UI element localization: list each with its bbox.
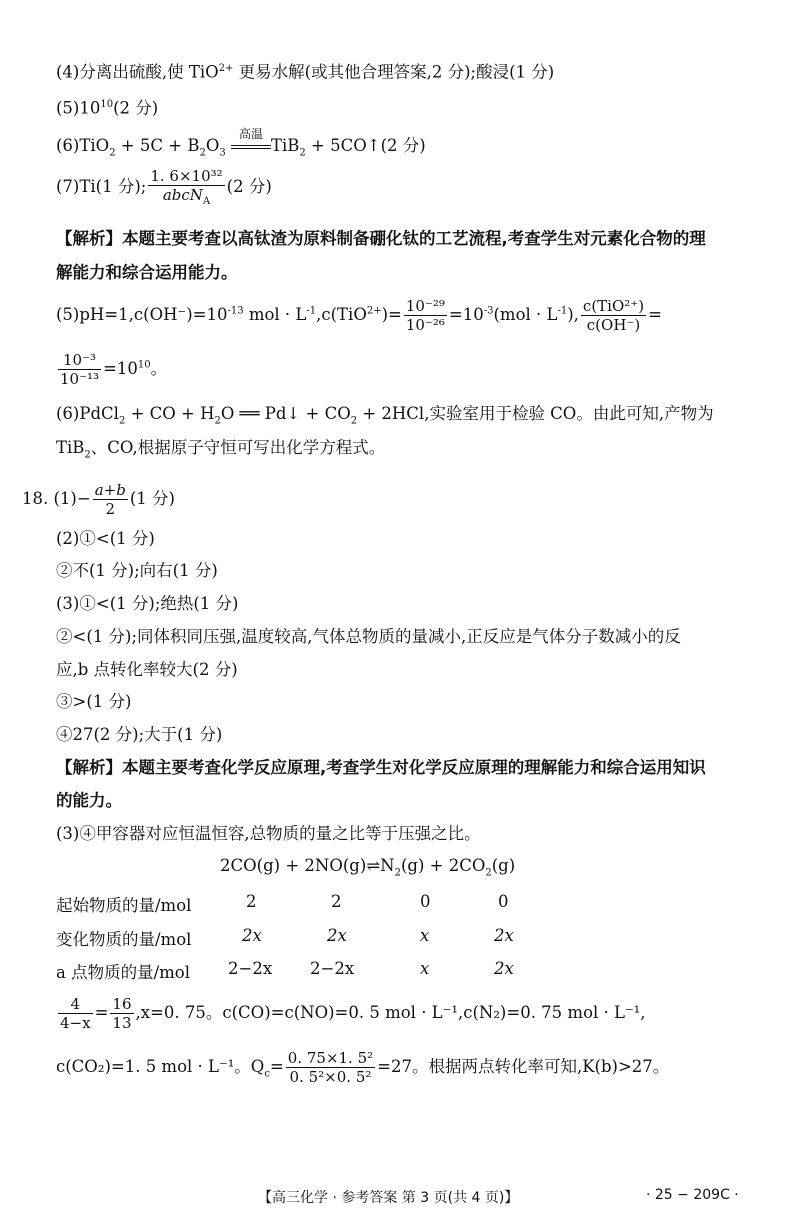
analysis-2-line1	[56, 760, 706, 777]
subscript: c	[264, 1068, 270, 1080]
cell: 2x	[494, 926, 514, 945]
reversible-arrow: ⇌	[366, 856, 381, 875]
text: =27。根据两点转化率可知,K(b)>27。	[377, 1057, 670, 1076]
text: (mol · L	[493, 305, 558, 324]
subscript: 2	[214, 415, 221, 427]
denominator: 4−x	[60, 1013, 91, 1032]
q18-3-1: (3)①<(1 分);绝热(1 分)	[56, 594, 239, 613]
fraction	[93, 482, 128, 517]
text: ),	[567, 305, 579, 324]
denominator: 10⁻¹³	[60, 369, 100, 388]
line-5	[56, 100, 158, 117]
superscript: 2+	[366, 305, 382, 317]
text: (6)PdCl	[56, 404, 119, 423]
q18-2-1: (2)①<(1 分)	[56, 529, 155, 548]
text: (6)TiO	[56, 136, 110, 155]
cell: 2x	[494, 959, 514, 978]
q18-3-4: ④27(2 分);大于(1 分)	[56, 725, 223, 744]
text: =	[648, 305, 662, 324]
cell: 0	[420, 892, 431, 911]
denominator: 2	[93, 499, 128, 518]
cell: x	[420, 959, 430, 978]
text: 更易水解(或其他合理答案,2 分);酸浸(1 分)	[233, 62, 555, 82]
text: O	[205, 136, 220, 155]
superscript: 2+	[218, 63, 234, 74]
text: mol · L	[243, 305, 307, 324]
calc-line1	[56, 996, 646, 1031]
cell: 2	[331, 892, 342, 911]
fraction	[58, 996, 93, 1031]
text: 本题主要考查以高钛渣为原料制备硼化钛的工艺流程,考查学生对元素化合物的理	[122, 229, 706, 248]
text: =10	[103, 359, 138, 378]
text: (g)	[491, 856, 516, 875]
subscript: 2	[350, 415, 358, 427]
text: + 5CO↑(2 分)	[305, 136, 426, 155]
text: O ══ Pd↓ + CO	[220, 404, 351, 423]
line-7	[56, 168, 272, 207]
analysis-1-line2	[56, 265, 238, 282]
cell: 2	[246, 892, 257, 911]
row-label: 起始物质的量/mol	[56, 896, 192, 915]
numerator: 16	[112, 995, 132, 1013]
footer-code: · 25 − 209C ·	[646, 1187, 739, 1203]
q18-1	[22, 482, 175, 517]
numerator: 10⁻³	[63, 351, 97, 369]
table-row	[56, 926, 656, 949]
text: =	[94, 1003, 109, 1022]
cell: 2x	[327, 926, 347, 945]
analysis-2-intro: (3)④甲容器对应恒温恒容,总物质的量之比等于压强之比。	[56, 824, 481, 843]
subscript: 2	[84, 449, 91, 461]
text: N	[380, 856, 395, 875]
numerator: a+b	[94, 481, 126, 499]
text: ,c(TiO	[316, 305, 367, 324]
numerator: c(TiO²⁺)	[582, 297, 645, 315]
q18-3-2-cont: 应,b 点转化率较大(2 分)	[56, 660, 238, 679]
text: ,x=0. 75。c(CO)=c(NO)=0. 5 mol · L⁻¹,c(N₂)=0. 75 mol · L⁻¹,	[135, 1003, 646, 1022]
fraction	[581, 298, 646, 333]
text: =	[269, 1057, 284, 1076]
line-5-analysis-cont	[56, 352, 167, 387]
denominator: 13	[112, 1013, 132, 1032]
denominator: 10⁻²⁶	[405, 315, 445, 334]
fraction	[148, 168, 224, 207]
cell: 2−2x	[228, 959, 273, 978]
text: + 5C + B	[115, 136, 200, 155]
numerator: 4	[70, 995, 81, 1013]
text: 解能力和综合运用能力。	[56, 263, 238, 282]
reaction-condition: 高温	[238, 126, 263, 141]
footer-title: 【高三化学 · 参考答案 第 3 页(共 4 页)】	[258, 1190, 519, 1206]
subscript: 2	[118, 415, 126, 427]
fraction	[286, 1050, 375, 1085]
superscript: -3	[483, 305, 494, 317]
subscript: 3	[219, 147, 226, 159]
line-6-analysis-cont	[56, 440, 385, 460]
cell: x	[420, 926, 430, 945]
superscript: -1	[557, 305, 568, 317]
text: (5)10	[56, 98, 101, 118]
q18-2-2: ②不(1 分);向右(1 分)	[56, 561, 218, 580]
row-label: 变化物质的量/mol	[56, 930, 192, 949]
text: =10	[448, 305, 484, 324]
text: 18. (1)−	[22, 489, 91, 508]
text: (5)pH=1,c(OH⁻)=10	[56, 305, 228, 324]
denominator: c(OH⁻)	[581, 315, 646, 334]
text: 的能力。	[56, 791, 122, 810]
text: (2 分)	[113, 98, 159, 118]
line-5-analysis	[56, 298, 662, 333]
text: (4)分离出硫酸,使 TiO	[56, 62, 219, 82]
text: + CO + H	[125, 404, 215, 423]
q18-3-3: ③>(1 分)	[56, 692, 132, 711]
superscript: -1	[306, 305, 317, 317]
subscript: 2	[299, 147, 306, 159]
numerator: 1. 6×10³²	[150, 167, 223, 185]
subscript: A	[202, 195, 211, 207]
text: TiB	[56, 438, 85, 457]
text: (1 分)	[129, 489, 175, 508]
subscript: 2	[394, 867, 401, 879]
q18-3-2: ②<(1 分);同体积同压强,温度较高,气体总物质的量减小,正反应是气体分子数减小的反	[56, 627, 681, 646]
table-row	[56, 892, 656, 915]
cell: 0	[498, 892, 509, 911]
analysis-tag: 【解析】	[56, 229, 122, 248]
numerator: 10⁻²⁹	[405, 297, 445, 315]
subscript: 2	[199, 147, 206, 159]
cell: 2x	[242, 926, 262, 945]
line-6-equation	[56, 126, 426, 159]
reaction-equation	[220, 858, 515, 878]
denominator: 0. 5²×0. 5²	[286, 1067, 375, 1086]
subscript: 2	[485, 867, 492, 879]
text: + 2HCl,实验室用于检验 CO。由此可知,产物为	[357, 404, 714, 423]
calc-line2	[56, 1050, 669, 1085]
text: 。	[150, 359, 168, 378]
numerator: 0. 75×1. 5²	[287, 1049, 374, 1067]
fraction	[404, 298, 447, 333]
analysis-tag: 【解析】	[56, 758, 122, 777]
superscript: -13	[227, 305, 244, 317]
den-text: abcN	[162, 185, 203, 204]
text: )=	[381, 305, 402, 324]
text: c(CO₂)=1. 5 mol · L⁻¹。Q	[56, 1057, 265, 1076]
table-row	[56, 959, 656, 982]
text: 本题主要考查化学反应原理,考查学生对化学反应原理的理解能力和综合运用知识	[122, 758, 706, 777]
text: TiB	[270, 136, 300, 155]
cell: 2−2x	[310, 959, 355, 978]
fraction	[58, 352, 101, 387]
text: (7)Ti(1 分);	[56, 176, 147, 196]
analysis-1-line1	[56, 231, 706, 248]
subscript: 2	[109, 147, 116, 159]
superscript: 10	[137, 359, 151, 371]
row-label: a 点物质的量/mol	[56, 963, 190, 982]
text: 2CO(g) + 2NO(g)	[220, 856, 367, 875]
analysis-2-line2	[56, 793, 122, 810]
line-6-analysis	[56, 406, 714, 426]
superscript: 10	[100, 99, 114, 110]
fraction	[110, 996, 133, 1031]
line-4	[56, 64, 554, 81]
text: (2 分)	[226, 176, 272, 196]
equals-arrow	[231, 126, 271, 153]
text: 、CO,根据原子守恒可写出化学方程式。	[90, 438, 386, 457]
denominator	[148, 185, 224, 207]
text: (g) + 2CO	[400, 856, 486, 875]
